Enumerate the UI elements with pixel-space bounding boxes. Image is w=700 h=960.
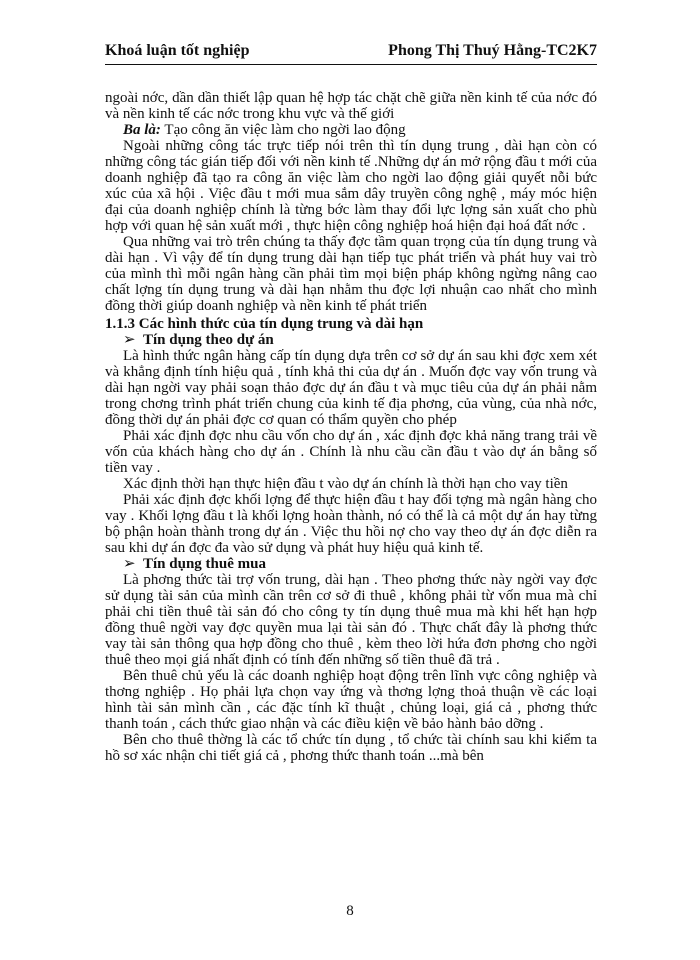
paragraph: ngoài nớc, dần dần thiết lập quan hệ hợp tác chặt chẽ giữa nền kinh tế của nớc đó và nền kinh tế các nớc trong khu vực và thế giới <box>105 90 597 122</box>
paragraph: Là phơng thức tài trợ vốn trung, dài hạn . Theo phơng thức này ngời vay đợc sử dụng tài sản của mình cần trên cơ sở đi thuê , không phải từ vốn mua mà chỉ phải chi tiền thuê tài sản đó cho công ty tín dụng thuê mua mà khi hết hạn hợp đồng thuê ngời vay đợc quyền mua lại tài sản đó . Thực chất đây là phơng thức vay tài sản thông qua hợp đồng cho thuê , kèm theo lời hứa đơn phơng cho ngời thuê theo mọi giá nhất định có tính đến những số tiền thuê đã trả . <box>105 572 597 668</box>
paragraph: Xác định thời hạn thực hiện đầu t vào dự án chính là thời hạn cho vay tiền <box>123 476 568 492</box>
paragraph-text: Tạo công ăn việc làm cho ngời lao động <box>160 122 406 138</box>
paragraph: Bên thuê chủ yếu là các doanh nghiệp hoạt động trên lĩnh vực công nghiệp và thơng nghiệp . Họ phải lựa chọn vay ứng và thơng lợng thoả thuận về các loại hình tài sản mình cần , các đặc tính kĩ thuật , chủng loại, giá cả , phơng thức thanh toán , cách thức giao nhận và các điều kiện về bảo hành bảo dỡng . <box>105 668 597 732</box>
subheading-text: Tín dụng theo dự án <box>143 332 274 348</box>
document-body <box>105 90 597 764</box>
paragraph: Qua những vai trò trên chúng ta thấy đợc tầm quan trọng của tín dụng trung và dài hạn . Vì vậy để tín dụng trung dài hạn tiếp tục phát triển và phát huy vai trò của mình thì mỗi ngân hàng cần phải tìm mọi biện pháp không ngừng nâng cao chất lợng tín dụng trung và dài hạn nhằm thu đợc lợi nhuận cao nhất cho mình đồng thời giúp doanh nghiệp và nền kinh tế phát triển <box>105 234 597 314</box>
arrow-bullet-icon: ➢ <box>123 556 136 572</box>
arrow-bullet-icon: ➢ <box>123 332 136 348</box>
header-author: Phong Thị Thuý Hằng-TC2K7 <box>388 42 597 59</box>
paragraph-ba-la <box>105 122 597 138</box>
subheading-project-credit <box>123 332 597 348</box>
subheading-leasing-credit <box>123 556 597 572</box>
header-title: Khoá luận tốt nghiệp <box>105 42 250 59</box>
paragraph: Phải xác định đợc nhu cầu vốn cho dự án , xác định đợc khả năng trang trải về vốn của khách hàng cho dự án . Chính là nhu cầu cần đầu t vào dự án bằng số tiền vay . <box>105 428 597 476</box>
page-number: 8 <box>346 903 354 919</box>
paragraph-lead: Ba là: <box>123 122 161 138</box>
page-header <box>105 40 597 65</box>
paragraph: Bên cho thuê thờng là các tổ chức tín dụng , tổ chức tài chính sau khi kiểm ta hồ sơ xác nhận chi tiết giá cả , phơng thức thanh toán ...mà bên <box>105 732 597 764</box>
subheading-text: Tín dụng thuê mua <box>143 556 266 572</box>
paragraph: Là hình thức ngân hàng cấp tín dụng dựa trên cơ sở dự án sau khi đợc xem xét và khẳng định tính hiệu quả , tính khả thi của dự án . Muốn đợc vay vốn trung và dài hạn ngời vay phải soạn thảo đợc dự án đầu t và mục tiêu của dự án phải nằm trong chơng trình phát triển chung của kinh tế địa phơng, của vùng, của nhà nớc, đồng thời dự án phải đợc cơ quan có thẩm quyền cho phép <box>105 348 597 428</box>
paragraph: Ngoài những công tác trực tiếp nói trên thì tín dụng trung , dài hạn còn có những công tác gián tiếp đối với nền kinh tế .Những dự án mở rộng đầu t mới của doanh nghiệp đã tạo ra công ăn việc làm cho ngời lao động giải quyết nỗi bức xúc của xã hội . Việc đầu t mới mua sắm dây truyền công nghệ , máy móc hiện đại của doanh nghiệp chính là từng bớc làm thay đổi lực lợng sản xuất cho phù hợp với quan hệ sản xuất mới , thực hiện công nghiệp hoá hiện đại hoá đất nớc . <box>105 138 597 234</box>
section-heading: 1.1.3 Các hình thức của tín dụng trung và dài hạn <box>105 316 424 332</box>
paragraph: Phải xác định đợc khối lợng để thực hiện đầu t hay đối tợng mà ngân hàng cho vay . Khối lợng đầu t là khối lợng hoàn thành, nó có thể là cả một dự án hay từng bộ phận hoàn thành trong dự án . Việc thu hồi nợ cho vay theo dự án đợc diễn ra sau khi dự án đợc đa vào sử dụng và phát huy hiệu quả kinh tế. <box>105 492 597 556</box>
